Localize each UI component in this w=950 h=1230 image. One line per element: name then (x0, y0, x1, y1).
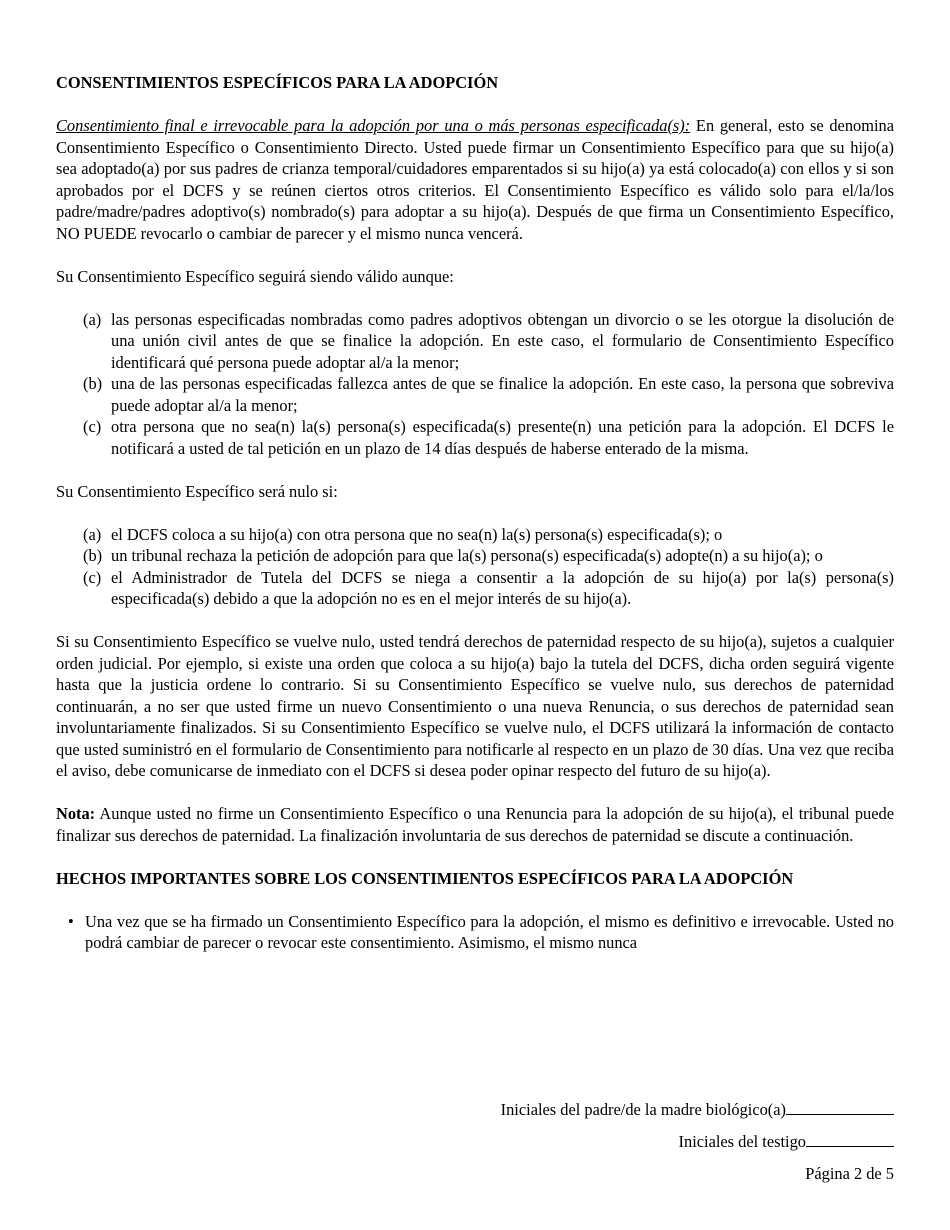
list-item (56, 911, 894, 954)
null-conditions-list (56, 524, 894, 610)
witness-initials-line (679, 1131, 894, 1153)
parent-initials-line (501, 1099, 894, 1121)
intro-text: En general, esto se denomina Consentimiento Específico o Consentimiento Directo. Usted puede firmar un Consentimiento Específico para que su hijo(a) sea adoptado(a) por sus padres de crianza temporal/cuidadores emparentados si su hijo(a) ya está colocado(a) con ellos y si son aprobados por el DCFS y se reúnen ciertos otros criterios. El Consentimiento Específico es válido solo para el/la/los padre/madre/padres adoptivo(s) nombrado(s) para adoptar a su hijo(a). Después de que firma un Consentimiento Específico, NO PUEDE revocarlo o cambiar de parecer y el mismo nunca vencerá. (56, 116, 894, 243)
list-item-text: otra persona que no sea(n) la(s) persona(s) especificada(s) presente(n) una petición para la adopción. El DCFS le notificará a usted de tal petición en un plazo de 14 días después de haberse enterado de la misma. (111, 417, 894, 458)
section-heading-specific-consents: CONSENTIMIENTOS ESPECÍFICOS PARA LA ADOPCIÓN (56, 73, 499, 92)
list-item (56, 545, 894, 567)
note-text: Aunque usted no firme un Consentimiento Específico o una Renuncia para la adopción de su hijo(a), el tribunal puede finalizar sus derechos de paternidad. La finalización involuntaria de sus derechos de paternidad se discute a continuación. (56, 804, 894, 845)
list-marker: (b) (83, 546, 103, 565)
important-facts-list (56, 911, 894, 954)
null-consequences-paragraph: Si su Consentimiento Específico se vuelve nulo, usted tendrá derechos de paternidad respecto de su hijo(a), sujetos a cualquier orden judicial. Por ejemplo, si existe una orden que coloca a su hijo(a) bajo la tutela del DCFS, dicha orden seguirá vigente hasta que la justicia ordene lo contrario. Si su Consentimiento Específico se vuelve nulo, sus derechos de paternidad continuarán, a no ser que usted firme un nuevo Consentimiento o una nueva Renuncia, o sus derechos de paternidad sean involuntariamente finalizados. Si su Consentimiento Específico se vuelve nulo, el DCFS utilizará la información de contacto que usted suministró en el formulario de Consentimiento para notificarle al respecto en un plazo de 30 días. Una vez que reciba el aviso, debe comunicarse de inmediato con el DCFS si desea poder opinar respecto del futuro de su hijo(a). (56, 632, 894, 780)
list-marker: (c) (83, 417, 102, 436)
list-item-text: un tribunal rechaza la petición de adopción para que la(s) persona(s) especificada(s) adopte(n) a su hijo(a); o (111, 546, 823, 565)
witness-initials-label: Iniciales del testigo (678, 1132, 806, 1151)
list-marker: (a) (83, 309, 102, 329)
note-label: Nota: (56, 804, 96, 823)
valid-intro: Su Consentimiento Específico seguirá siendo válido aunque: (56, 266, 454, 286)
list-marker: (c) (83, 567, 102, 587)
list-marker: (b) (83, 374, 103, 393)
list-item (56, 416, 894, 459)
witness-initials-field[interactable] (806, 1131, 894, 1147)
list-item (56, 373, 894, 416)
null-intro: Su Consentimiento Específico será nulo si: (56, 481, 338, 501)
list-marker: (a) (83, 524, 102, 544)
parent-initials-label: Iniciales del padre/de la madre biológico(a) (500, 1100, 786, 1119)
list-item (56, 567, 894, 610)
list-item (56, 524, 894, 546)
page-number: Página 2 de 5 (805, 1164, 894, 1183)
intro-paragraph (56, 115, 894, 244)
list-item-text: el DCFS coloca a su hijo(a) con otra persona que no sea(n) la(s) persona(s) especificada(s); o (111, 524, 723, 544)
section-heading-important-facts: HECHOS IMPORTANTES SOBRE LOS CONSENTIMIENTOS ESPECÍFICOS PARA LA ADOPCIÓN (56, 868, 794, 888)
valid-conditions-list (56, 309, 894, 460)
list-item (56, 309, 894, 374)
list-item-text: Una vez que se ha firmado un Consentimiento Específico para la adopción, el mismo es definitivo e irrevocable. Usted no podrá cambiar de parecer o revocar este consentimiento. Asimismo, el mismo nunca (85, 911, 894, 952)
note-paragraph (56, 803, 894, 846)
bullet-icon: • (68, 911, 74, 931)
parent-initials-field[interactable] (786, 1099, 894, 1115)
list-item-text: el Administrador de Tutela del DCFS se niega a consentir a la adopción de su hijo(a) por la(s) persona(s) especificada(s) debido a que la adopción no es en el mejor interés de su hijo(a). (111, 567, 894, 608)
document-page (56, 72, 894, 954)
list-item-text: las personas especificadas nombradas como padres adoptivos obtengan un divorcio o se les otorgue la disolución de una unión civil antes de que se finalice la adopción. En este caso, el formulario de Consentimiento Específico identificará qué persona puede adoptar al/a la menor; (111, 309, 894, 372)
intro-lead-title: Consentimiento final e irrevocable para la adopción por una o más personas especificada(s): (56, 116, 691, 135)
list-item-text: una de las personas especificadas fallezca antes de que se finalice la adopción. En este caso, la persona que sobreviva puede adoptar al/a la menor; (111, 374, 894, 415)
